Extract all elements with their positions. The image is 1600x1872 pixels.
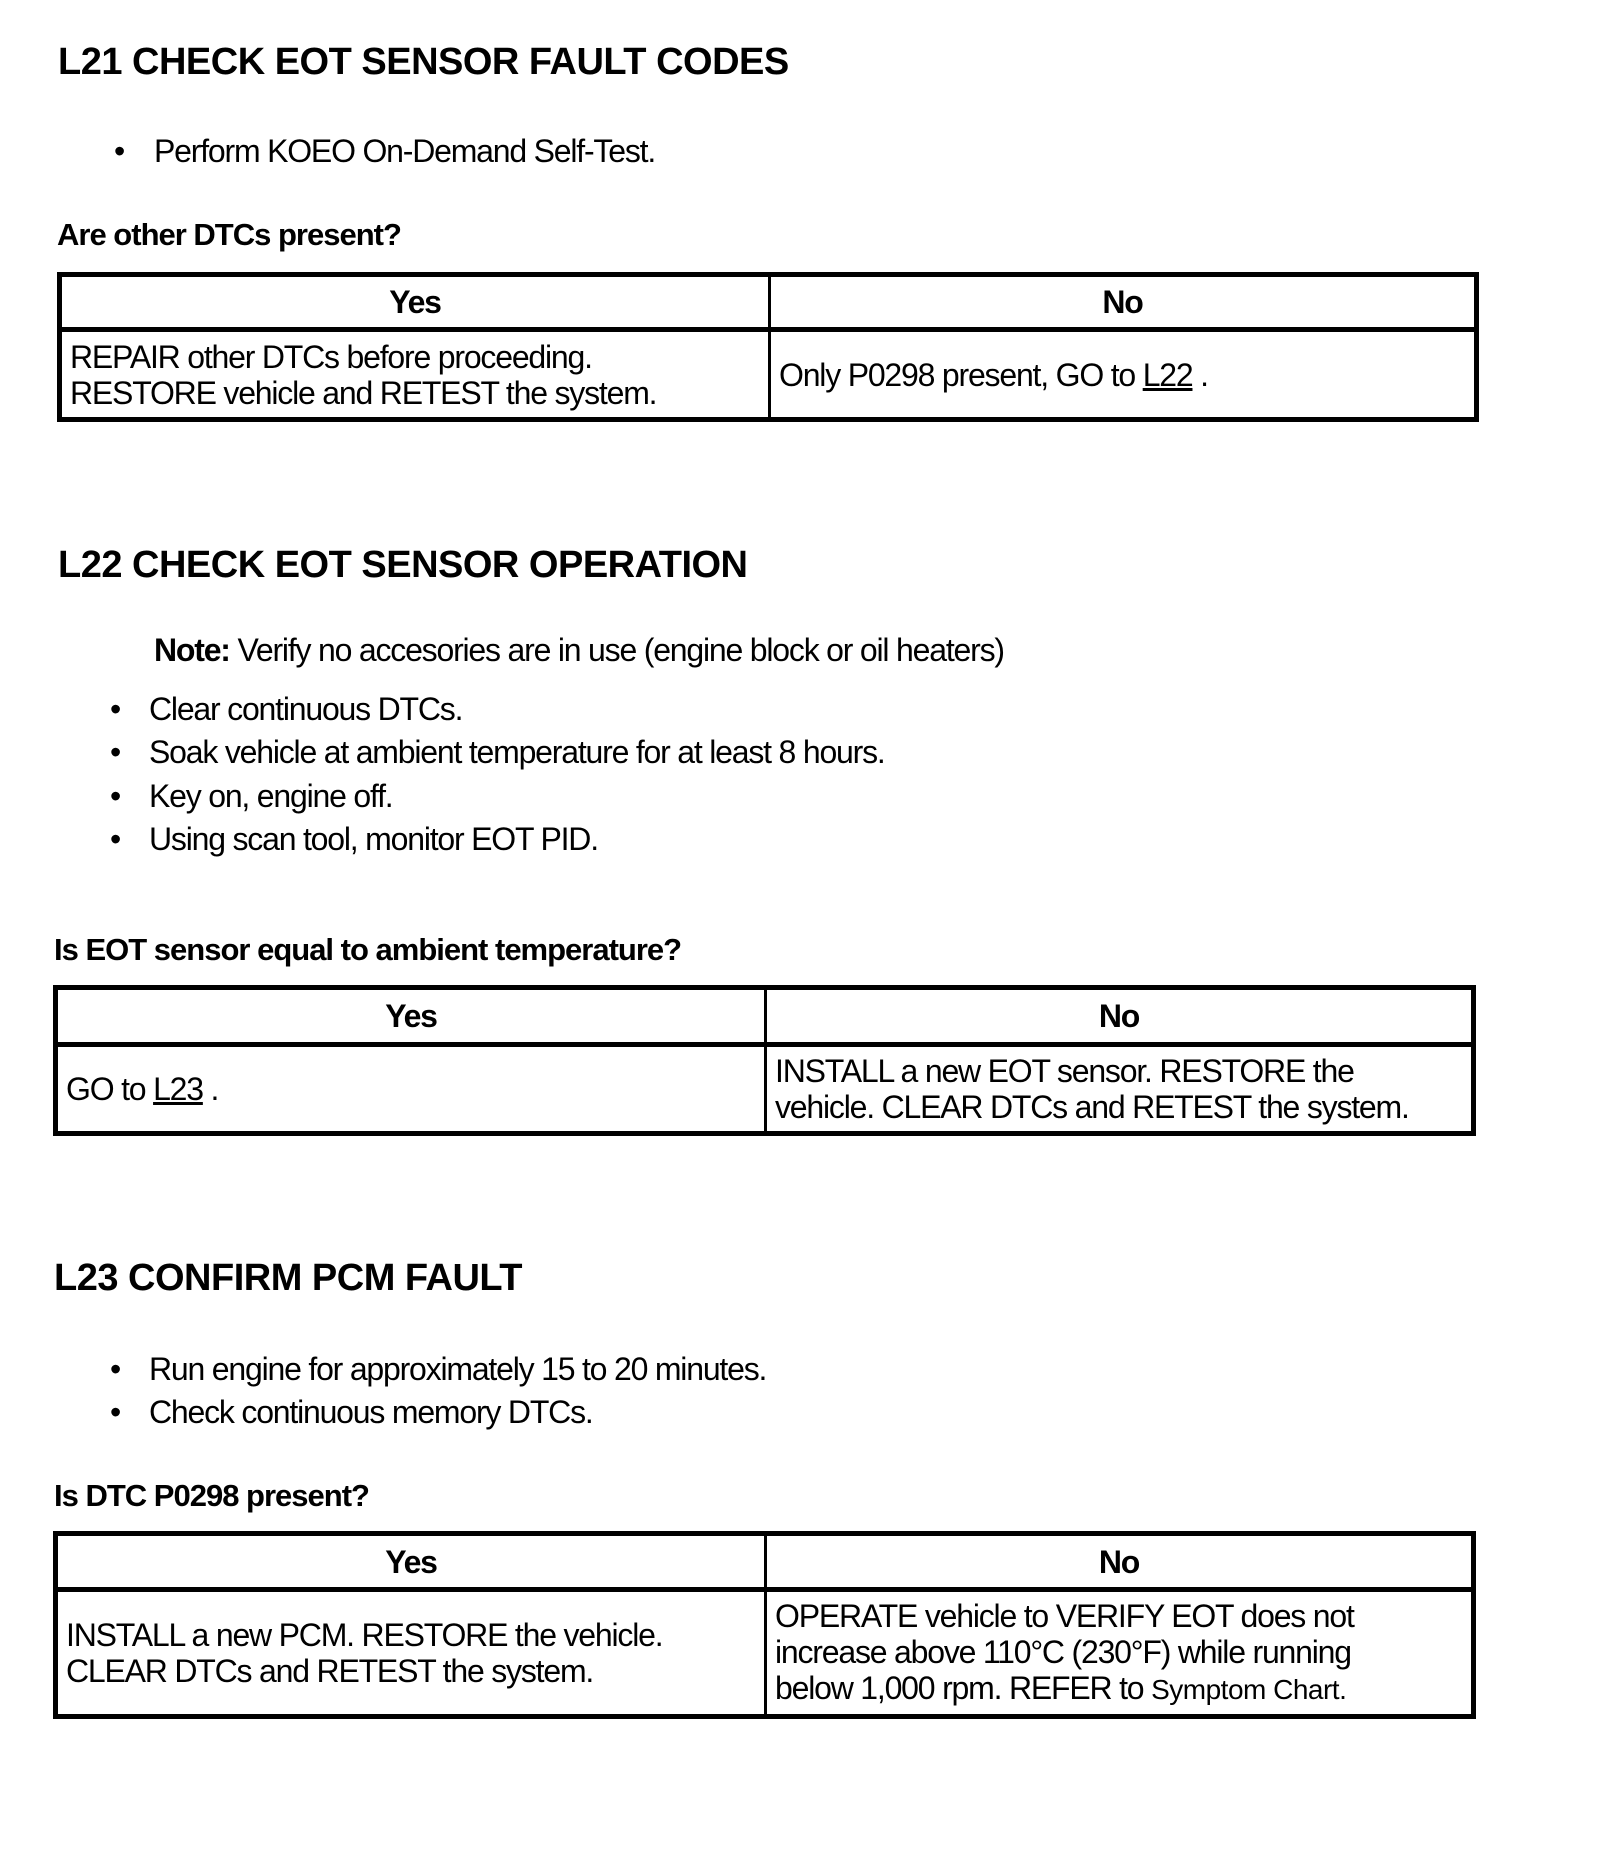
note-label: Note:: [154, 632, 230, 668]
step-bullet: Perform KOEO On-Demand Self-Test.: [154, 133, 656, 169]
no-line: vehicle. CLEAR DTCs and RETEST the system.: [775, 1089, 1409, 1125]
no-line: increase above 110°C (230°F) while running: [775, 1634, 1351, 1670]
no-line: [775, 1670, 1463, 1708]
link-l22[interactable]: L22: [1142, 356, 1193, 393]
bullet-icon: •: [110, 691, 122, 727]
question: Are other DTCs present?: [57, 217, 401, 252]
yes-line: INSTALL a new PCM. RESTORE the vehicle.: [66, 1617, 663, 1653]
bullet-icon: •: [110, 821, 122, 857]
step-bullet: Using scan tool, monitor EOT PID.: [149, 821, 598, 857]
question: Is EOT sensor equal to ambient temperature?: [54, 932, 682, 967]
bullet-icon: •: [110, 1351, 122, 1387]
bullet-icon: •: [110, 734, 122, 770]
no-header: No: [766, 988, 1474, 1045]
yes-cell: [60, 330, 770, 420]
yes-line: RESTORE vehicle and RETEST the system.: [70, 374, 657, 411]
step-bullet: Check continuous memory DTCs.: [149, 1394, 593, 1430]
yes-line: CLEAR DTCs and RETEST the system.: [66, 1653, 594, 1689]
decision-table-l22: [53, 985, 1476, 1136]
bullet-icon: •: [110, 778, 122, 814]
no-line: INSTALL a new EOT sensor. RESTORE the: [775, 1053, 1354, 1089]
no-header: No: [770, 275, 1477, 330]
bullet-icon: •: [110, 1394, 122, 1430]
step-bullet: Soak vehicle at ambient temperature for at least 8 hours.: [149, 734, 885, 770]
yes-header: Yes: [60, 275, 770, 330]
step-bullet: Clear continuous DTCs.: [149, 691, 463, 727]
note-text: Verify no accesories are in use (engine block or oil heaters): [229, 632, 1004, 668]
section-heading-l23: L23 CONFIRM PCM FAULT: [54, 1257, 523, 1299]
note: [154, 631, 1004, 669]
yes-text: GO to: [66, 1071, 154, 1107]
no-cell: [770, 330, 1477, 420]
symptom-chart-link[interactable]: Symptom Chart.: [1151, 1674, 1347, 1705]
no-header: No: [766, 1534, 1474, 1590]
decision-table-l21: [57, 272, 1479, 422]
step-bullet: Key on, engine off.: [149, 778, 393, 814]
section-heading-l21: L21 CHECK EOT SENSOR FAULT CODES: [58, 41, 789, 83]
no-line: OPERATE vehicle to VERIFY EOT does not: [775, 1598, 1354, 1634]
yes-header: Yes: [56, 988, 766, 1045]
yes-header: Yes: [56, 1534, 766, 1590]
question: Is DTC P0298 present?: [54, 1478, 369, 1513]
section-heading-l22: L22 CHECK EOT SENSOR OPERATION: [58, 544, 748, 586]
no-cell: [766, 1590, 1474, 1717]
yes-cell: [56, 1590, 766, 1717]
yes-line: REPAIR other DTCs before proceeding.: [70, 338, 592, 375]
no-text: below 1,000 rpm. REFER to: [775, 1670, 1152, 1706]
yes-suffix: .: [202, 1071, 219, 1107]
decision-table-l23: [53, 1531, 1476, 1719]
no-suffix: .: [1192, 356, 1208, 393]
link-l23[interactable]: L23: [153, 1071, 203, 1107]
bullet-icon: •: [114, 133, 126, 169]
no-cell: [766, 1045, 1474, 1134]
step-bullet: Run engine for approximately 15 to 20 minutes.: [149, 1351, 767, 1387]
yes-cell: [56, 1045, 766, 1134]
no-text: Only P0298 present, GO to: [779, 356, 1143, 393]
